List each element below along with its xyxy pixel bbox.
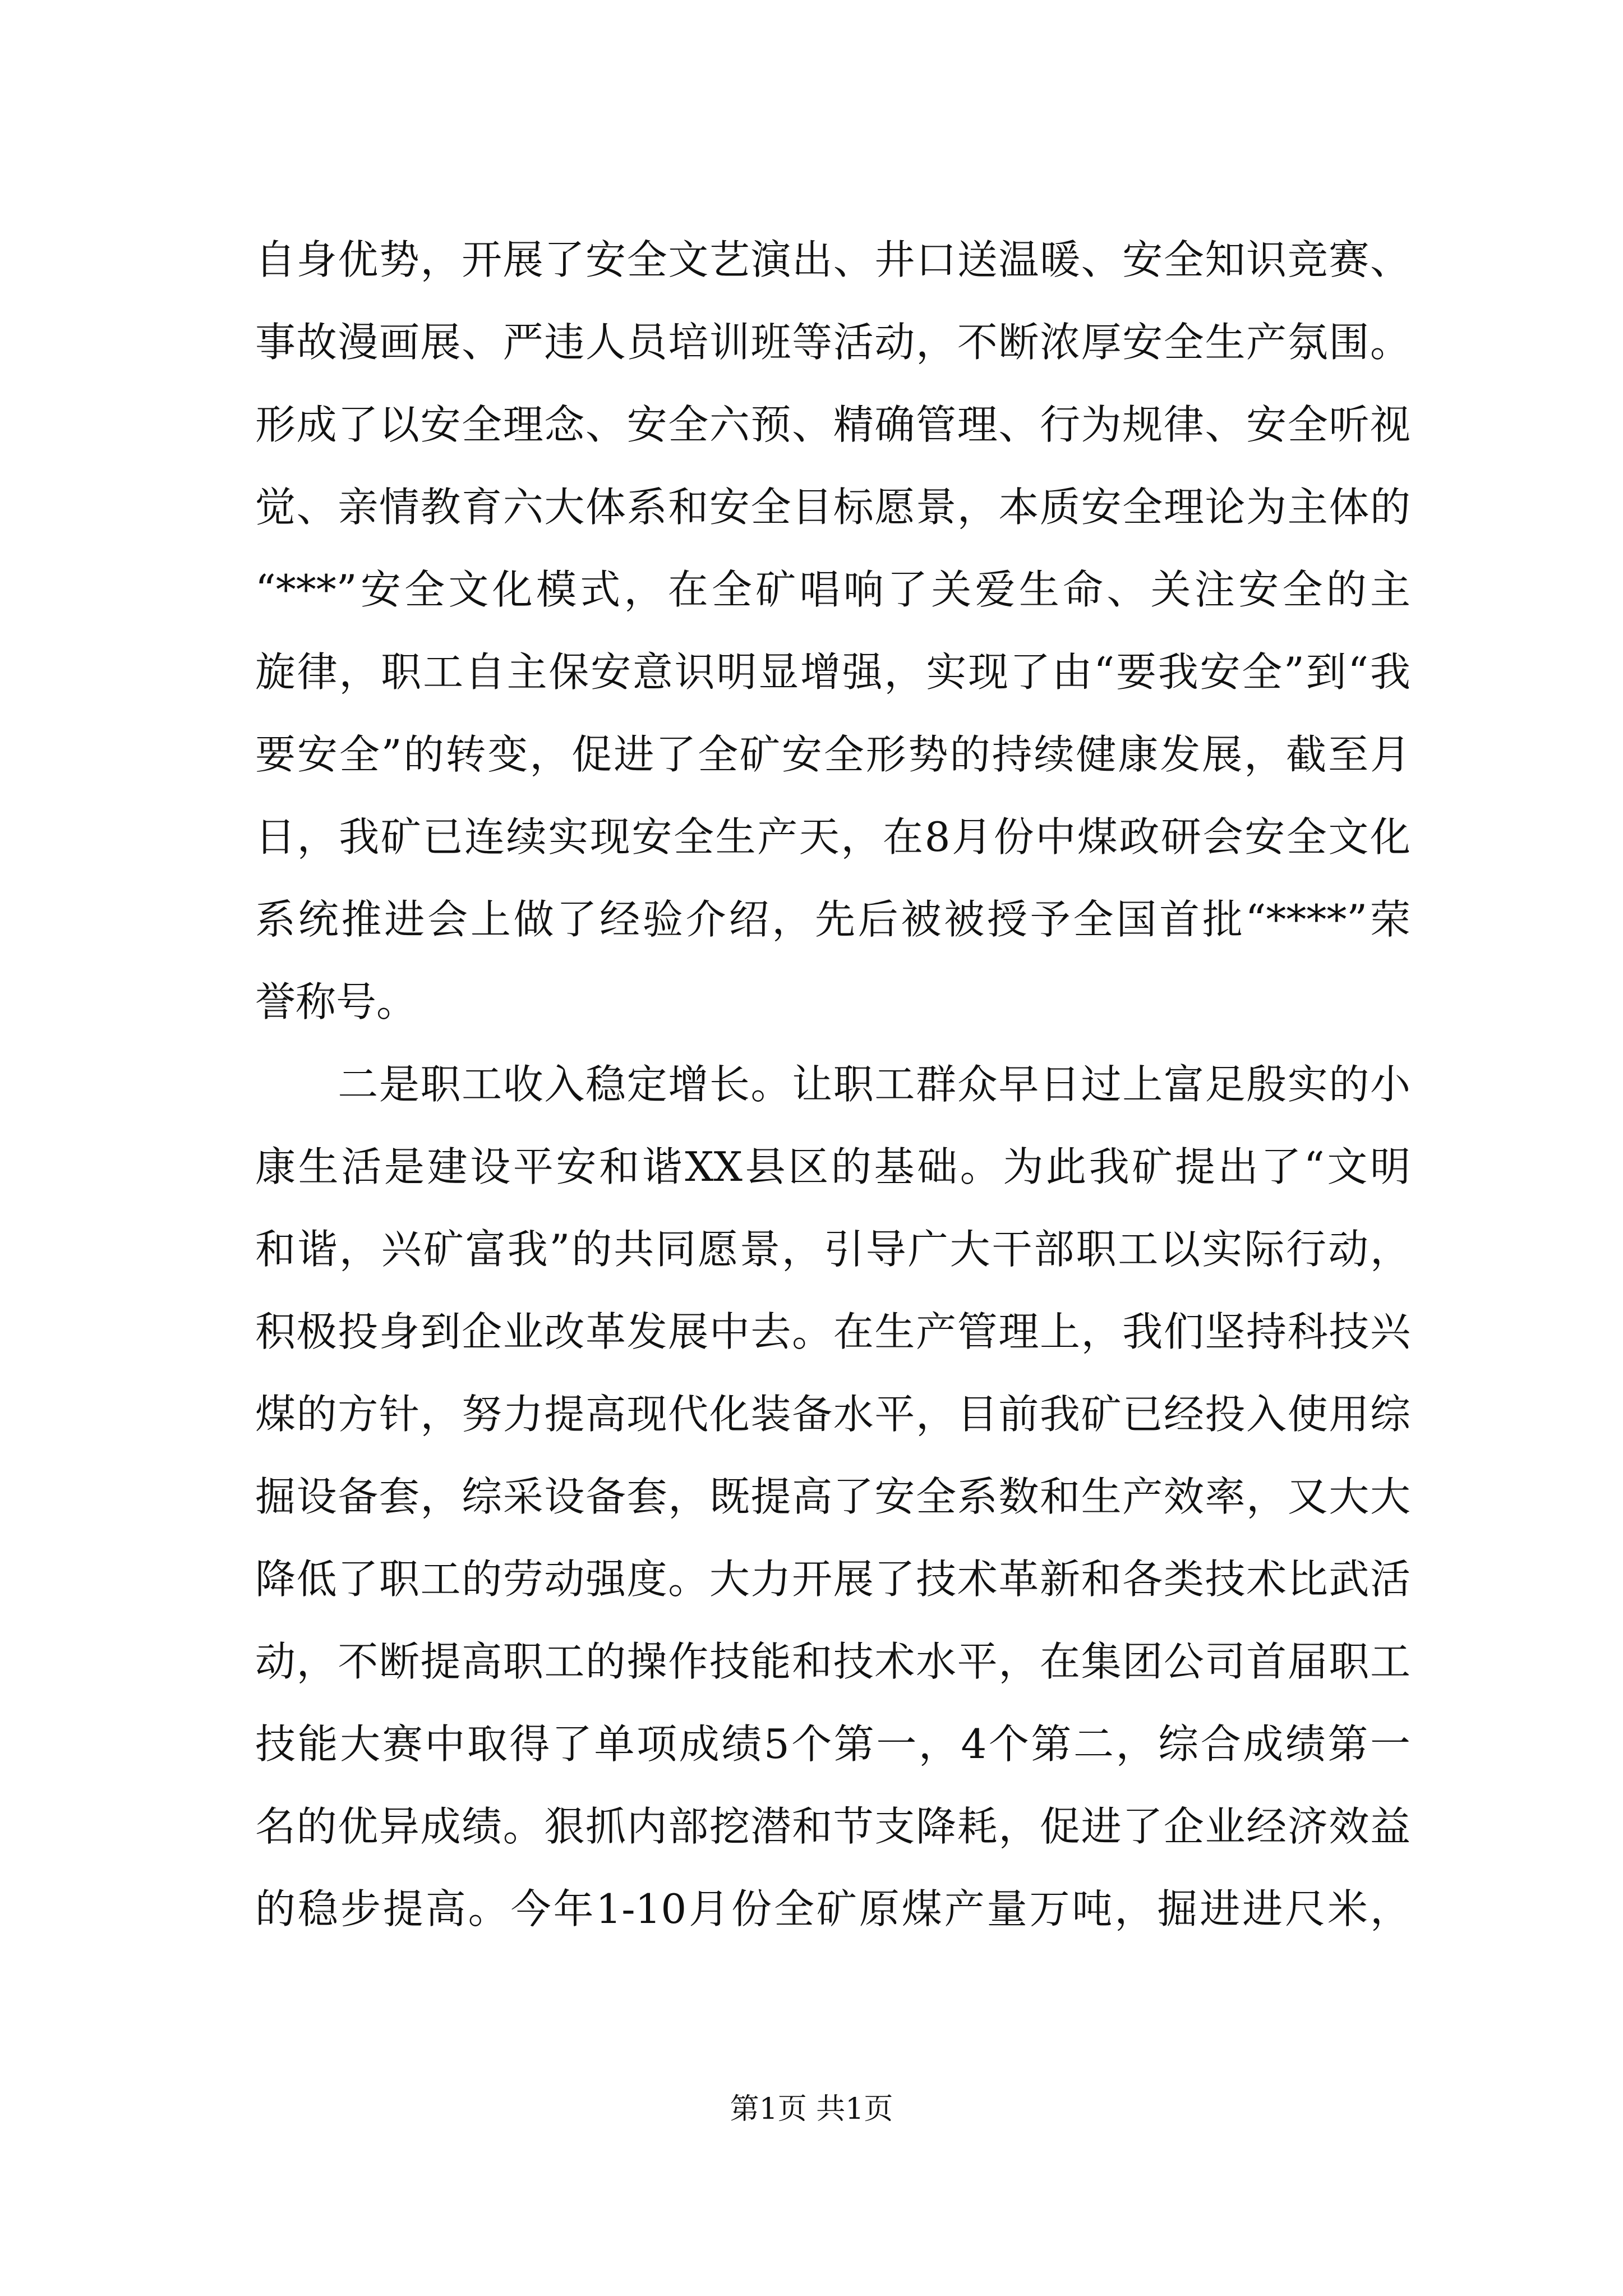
page-footer: 第1页 共1页 bbox=[730, 2092, 893, 2126]
text-line: 旋律，职工自主保安意识明显增强，实现了由“要我安全”到“我 bbox=[255, 648, 1410, 696]
text-line: 煤的方针，努力提高现代化装备水平，目前我矿已经投入使用综 bbox=[255, 1391, 1410, 1438]
text-line: 事故漫画展、严违人员培训班等活动，不断浓厚安全生产氛围。 bbox=[255, 319, 1410, 366]
text-line: 二是职工收入稳定增长。让职工群众早日过上富足殷实的小 bbox=[255, 1061, 1410, 1108]
body-text bbox=[255, 219, 1410, 1950]
text-line: 降低了职工的劳动强度。大力开展了技术革新和各类技术比武活 bbox=[255, 1556, 1410, 1603]
text-line: 自身优势，开展了安全文艺演出、井口送温暖、安全知识竞赛、 bbox=[255, 236, 1410, 283]
text-line: 要安全”的转变，促进了全矿安全形势的持续健康发展，截至月 bbox=[255, 731, 1410, 778]
text-line: 日，我矿已连续实现安全生产天，在8月份中煤政研会安全文化 bbox=[255, 813, 1410, 861]
text-line: 系统推进会上做了经验介绍，先后被被授予全国首批“****”荣 bbox=[255, 896, 1410, 943]
text-line: 形成了以安全理念、安全六预、精确管理、行为规律、安全听视 bbox=[255, 401, 1410, 448]
text-line: “***”安全文化模式，在全矿唱响了关爱生命、关注安全的主 bbox=[255, 566, 1410, 613]
text-line: 的稳步提高。今年1-10月份全矿原煤产量万吨，掘进进尺米， bbox=[255, 1885, 1410, 1932]
text-line: 名的优异成绩。狠抓内部挖潜和节支降耗，促进了企业经济效益 bbox=[255, 1803, 1410, 1850]
text-line: 誉称号。 bbox=[255, 978, 417, 1025]
text-line: 积极投身到企业改革发展中去。在生产管理上，我们坚持科技兴 bbox=[255, 1308, 1410, 1355]
text-line: 动，不断提高职工的操作技能和技术水平，在集团公司首届职工 bbox=[255, 1638, 1410, 1685]
text-line: 掘设备套，综采设备套，既提高了安全系数和生产效率，又大大 bbox=[255, 1473, 1410, 1520]
text-line: 康生活是建设平安和谐XX县区的基础。为此我矿提出了“文明 bbox=[255, 1143, 1410, 1190]
text-line: 和谐，兴矿富我”的共同愿景，引导广大干部职工以实际行动， bbox=[255, 1226, 1410, 1273]
text-line: 技能大赛中取得了单项成绩5个第一，4个第二，综合成绩第一 bbox=[255, 1720, 1410, 1768]
text-line: 觉、亲情教育六大体系和安全目标愿景，本质安全理论为主体的 bbox=[255, 484, 1410, 531]
